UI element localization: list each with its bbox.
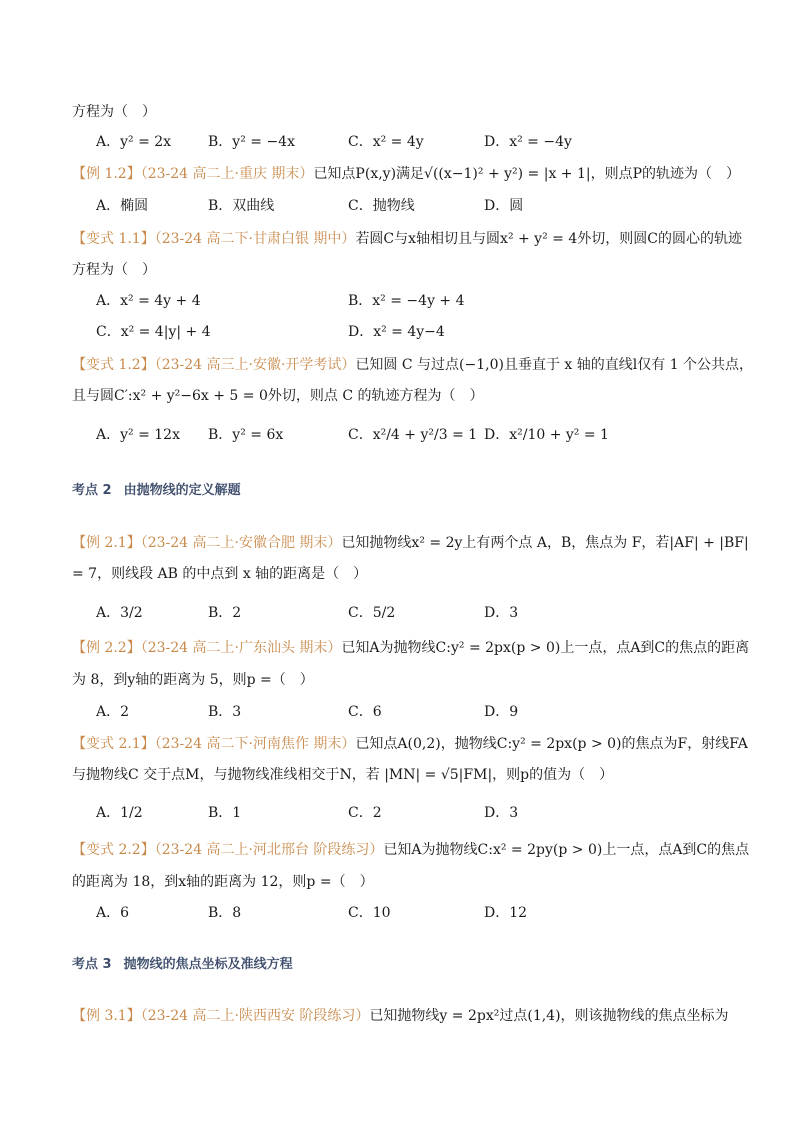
option-b: B．8	[208, 905, 242, 921]
section-heading	[72, 955, 293, 975]
option-a: A．y² = 12x	[96, 427, 180, 443]
question-source: （23-24 高二上·安徽合肥 期末）	[140, 535, 342, 551]
example-1-2	[72, 164, 741, 184]
option-d: D．圆	[484, 198, 524, 214]
question-stem: 已知A为抛物线C:x² = 2py(p > 0)上一点，点A到C的焦点	[383, 842, 750, 858]
question-stem: 已知点A(0,2)，抛物线C:y² = 2px(p > 0)的焦点为F，射线FA	[355, 736, 748, 752]
option-c: C．2	[348, 805, 382, 821]
option-c: C．x²/4 + y²/3 = 1	[348, 427, 478, 443]
question-stem: 若圆C与x轴相切且与圆x² + y² = 4外切，则圆C的圆心的轨迹	[355, 231, 742, 247]
option-a: A．椭圆	[96, 198, 149, 214]
option-b: B．y² = 6x	[208, 427, 284, 443]
question-stem-line2: 方程为（ ）	[72, 262, 156, 278]
options-row	[96, 322, 776, 342]
section-number: 考点 2	[72, 483, 112, 498]
option-c: C．5/2	[348, 605, 396, 621]
option-a: A．6	[96, 905, 130, 921]
option-d: D．x² = −4y	[484, 134, 572, 150]
option-b: B．双曲线	[208, 198, 275, 214]
option-b: B．3	[208, 704, 242, 720]
option-c: C．x² = 4|y| + 4	[96, 324, 211, 340]
options-row	[96, 425, 776, 445]
question-tag: 【变式 2.1】	[72, 736, 155, 752]
question-source: （23-24 高二上·重庆 期末）	[140, 166, 314, 182]
question-tag: 【变式 2.2】	[72, 842, 155, 858]
variant-2-1	[72, 734, 748, 754]
option-d: D．3	[484, 605, 519, 621]
section-heading	[72, 481, 241, 501]
option-d: D．12	[484, 905, 528, 921]
question-stem: 已知点P(x,y)满足√((x−1)² + y²) = |x + 1|，则点P的轨迹为（ ）	[313, 166, 741, 182]
question-tag: 【例 3.1】	[72, 1008, 141, 1024]
question-stem-continuation: 方程为（ ）	[72, 104, 156, 120]
question-stem-line2: 与抛物线C 交于点M，与抛物线准线相交于N，若 |MN| = √5|FM|，则p的值为（ ）	[72, 767, 614, 783]
option-c: C．x² = 4y	[348, 134, 424, 150]
question-stem: 已知抛物线x² = 2y上有两个点 A，B，焦点为 F，若|AF| + |BF|	[341, 535, 749, 551]
option-c: C．抛物线	[348, 198, 415, 214]
option-a: A．1/2	[96, 805, 143, 821]
option-c: C．10	[348, 905, 391, 921]
options-row	[96, 903, 776, 923]
options-row	[96, 702, 776, 722]
question-tag: 【变式 1.2】	[72, 357, 155, 373]
question-tag: 【例 1.2】	[72, 166, 141, 182]
option-d: D．3	[484, 805, 519, 821]
option-a: A．3/2	[96, 605, 143, 621]
option-b: B．y² = −4x	[208, 134, 295, 150]
example-3-1	[72, 1006, 734, 1026]
options-row	[96, 196, 776, 216]
options-row	[96, 803, 776, 823]
option-d: D．9	[484, 704, 519, 720]
question-tag: 【例 2.2】	[72, 640, 141, 656]
question-stem: 已知抛物线y = 2px²过点(1,4)，则该抛物线的焦点坐标为	[369, 1008, 729, 1024]
options-row	[96, 291, 776, 311]
question-stem: 已知圆 C 与过点(−1,0)且垂直于 x 轴的直线l仅有 1 个公共点，	[355, 357, 754, 373]
options-row	[96, 132, 776, 152]
option-a: A．x² = 4y + 4	[96, 293, 201, 309]
variant-1-2	[72, 355, 754, 375]
question-source: （23-24 高三上·安徽·开学考试）	[154, 357, 356, 373]
option-d: D．x²/10 + y² = 1	[484, 427, 609, 443]
question-stem-line2: 为 8，到y轴的距离为 5，则p =（ ）	[72, 672, 314, 688]
question-stem-line2: 且与圆C′:x² + y²−6x + 5 = 0外切，则点 C 的轨迹方程为（ ）	[72, 388, 484, 404]
section-number: 考点 3	[72, 957, 112, 972]
question-source: （23-24 高二下·甘肃白银 期中）	[154, 231, 356, 247]
example-2-2	[72, 638, 750, 658]
question-tag: 【变式 1.1】	[72, 231, 155, 247]
section-title: 抛物线的焦点坐标及准线方程	[123, 957, 293, 972]
variant-2-2	[72, 840, 750, 860]
option-a: A．2	[96, 704, 130, 720]
variant-1-1	[72, 229, 742, 249]
section-title: 由抛物线的定义解题	[123, 483, 241, 498]
options-row	[96, 603, 776, 623]
question-source: （23-24 高二上·广东汕头 期末）	[140, 640, 342, 656]
option-b: B．1	[208, 805, 242, 821]
option-b: B．x² = −4y + 4	[348, 293, 465, 309]
option-d: D．x² = 4y−4	[348, 324, 445, 340]
question-source: （23-24 高二上·河北邢台 阶段练习）	[154, 842, 384, 858]
option-c: C．6	[348, 704, 382, 720]
question-stem-line2: 的距离为 18，到x轴的距离为 12，则p =（ ）	[72, 874, 374, 890]
question-stem: 已知A为抛物线C:y² = 2px(p > 0)上一点，点A到C的焦点的距离	[341, 640, 750, 656]
question-source: （23-24 高二上·陕西西安 阶段练习）	[140, 1008, 370, 1024]
question-source: （23-24 高二下·河南焦作 期末）	[154, 736, 356, 752]
question-stem-line2: = 7，则线段 AB 的中点到 x 轴的距离是（ ）	[72, 566, 368, 582]
example-2-1	[72, 533, 749, 553]
option-a: A．y² = 2x	[96, 134, 172, 150]
question-tag: 【例 2.1】	[72, 535, 141, 551]
option-b: B．2	[208, 605, 242, 621]
